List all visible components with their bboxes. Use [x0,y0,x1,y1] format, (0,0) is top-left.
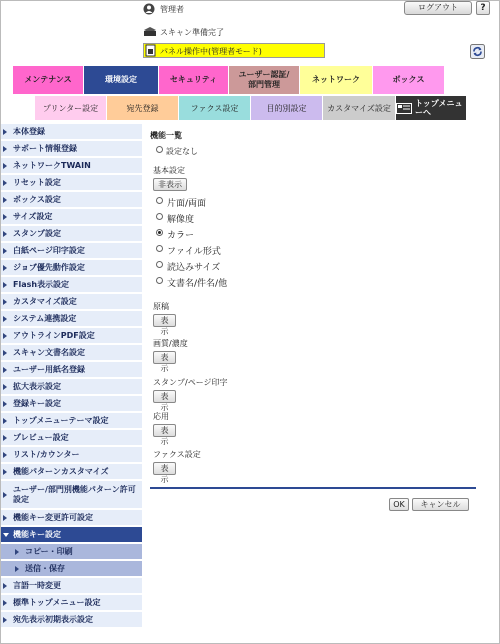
tab-environment[interactable]: 環境設定 [84,66,158,94]
sidebar-item[interactable] [0,578,142,594]
chevron-right-icon [3,248,7,254]
subtab-printer[interactable]: プリンター設定 [35,96,106,120]
chevron-right-icon [3,452,7,458]
chevron-right-icon [3,180,7,186]
sidebar-item-label: 言語一時変更 [13,581,61,590]
sidebar-item-label: ユーザー/部門別機能パターン許可設定 [13,484,136,504]
chevron-right-icon [3,163,7,169]
sidebar-item-label: 宛先表示初期表示設定 [13,615,93,624]
tab-network[interactable]: ネットワーク [300,66,372,94]
radio-none-label: 設定なし [166,147,198,156]
subtab-destination[interactable]: 宛先登録 [107,96,178,120]
logout-button[interactable]: ログアウト [404,1,472,15]
sidebar-item-label: システム連携設定 [13,314,77,323]
chevron-right-icon [3,617,7,623]
sidebar-item[interactable] [0,481,142,509]
basic-option-radio[interactable] [156,213,163,220]
sidebar-item-label: スキャン文書名設定 [13,348,85,357]
sidebar-item-label: リスト/カウンター [13,450,80,459]
chevron-right-icon [3,401,7,407]
sidebar-item[interactable] [0,226,142,242]
basic-option-label: 読込みサイズ [167,263,221,273]
group-show-button[interactable]: 表示 [153,390,176,403]
sidebar-item[interactable] [0,510,142,526]
sidebar-item-label: 送信・保存 [25,564,65,573]
sidebar-item-label: ユーザー用紙名登録 [13,365,85,374]
group-title: 画質/濃度 [153,339,188,348]
sidebar-item-label: 拡大表示設定 [13,382,61,391]
sidebar-item[interactable] [0,192,142,208]
sidebar-item-label: リセット設定 [13,178,61,187]
chevron-right-icon [3,214,7,220]
chevron-right-icon [3,515,7,521]
group-show-button[interactable]: 表示 [153,351,176,364]
tab-box[interactable]: ボックス [373,66,444,94]
sidebar-item[interactable] [0,527,142,543]
sidebar-item[interactable] [0,141,142,157]
sidebar-item-label: 機能キー設定 [13,530,61,539]
sidebar-item[interactable] [0,209,142,225]
sidebar-item[interactable] [0,260,142,276]
sidebar-item[interactable] [0,595,142,611]
subtab-customize[interactable]: カスタマイズ設定 [323,96,395,120]
user-icon [143,3,155,15]
chevron-right-icon [3,367,7,373]
sidebar-item[interactable] [0,464,142,480]
chevron-down-icon [3,533,9,537]
basic-option-label: 片面/両面 [167,199,207,209]
sidebar-item[interactable] [0,277,142,293]
divider [150,487,476,489]
chevron-right-icon [3,384,7,390]
sidebar-item-label: サポート情報登録 [13,144,77,153]
basic-option-label: 解像度 [167,215,195,225]
basic-option-label: カラー [167,231,195,241]
help-button[interactable]: ? [476,1,490,15]
panel-status: パネル操作中(管理者モード) [160,47,262,56]
radio-none[interactable] [156,146,163,153]
sidebar [0,124,142,638]
chevron-right-icon [3,435,7,441]
sidebar-item-label: ジョブ優先動作設定 [13,263,85,272]
chevron-right-icon [3,492,7,498]
menu-icon [396,103,412,114]
chevron-right-icon [3,418,7,424]
sidebar-item-label: カスタマイズ設定 [13,297,77,306]
subtab-top-menu[interactable]: トップメニューへ [396,96,466,120]
user-label: 管理者 [160,5,184,14]
sidebar-item-label: 登録キー設定 [13,399,61,408]
sidebar-item-label: Flash表示設定 [13,280,70,289]
group-show-button[interactable]: 表示 [153,314,176,327]
chevron-right-icon [3,469,7,475]
sidebar-item[interactable] [0,612,142,628]
scanner-icon [143,26,157,37]
chevron-right-icon [3,197,7,203]
sidebar-item-label: ネットワークTWAIN [13,161,91,170]
basic-option-radio[interactable] [156,261,163,268]
sidebar-item[interactable] [0,544,142,560]
refresh-icon[interactable] [470,44,485,59]
scan-status: スキャン準備完了 [160,28,224,37]
sidebar-item-label: プレビュー設定 [13,433,69,442]
cancel-button[interactable]: キャンセル [412,498,469,511]
chevron-right-icon [3,282,7,288]
chevron-right-icon [3,600,7,606]
sidebar-item[interactable] [0,294,142,310]
subtab-fax[interactable]: ファクス設定 [179,96,250,120]
sidebar-item[interactable] [0,447,142,463]
sidebar-item[interactable] [0,362,142,378]
sidebar-item-label: 機能キー変更許可設定 [13,513,93,522]
group-show-button[interactable]: 表示 [153,462,176,475]
chevron-right-icon [3,333,7,339]
tab-maintenance[interactable]: メンテナンス [13,66,83,94]
chevron-right-icon [3,350,7,356]
chevron-right-icon [3,146,7,152]
sidebar-item-label: アウトラインPDF設定 [13,331,95,340]
ok-button[interactable]: OK [389,498,409,511]
sidebar-item[interactable] [0,345,142,361]
section-title: 機能一覧 [150,131,182,140]
group-title: 応用 [153,412,169,421]
sidebar-item[interactable] [0,413,142,429]
group-title: ファクス設定 [153,450,201,459]
basic-option-radio[interactable] [156,245,163,252]
sidebar-item-label: サイズ設定 [13,212,53,221]
sidebar-item[interactable] [0,396,142,412]
sidebar-item[interactable] [0,311,142,327]
sidebar-item-label: 標準トップメニュー設定 [13,598,101,607]
sidebar-item[interactable] [0,243,142,259]
sidebar-item[interactable] [0,430,142,446]
panel-lock-icon [145,44,157,57]
sidebar-item-label: 機能パターンカスタマイズ [13,467,109,476]
group-title: スタンプ/ページ印字 [153,378,228,387]
sidebar-item-label: 白紙ページ印字設定 [13,246,85,255]
sidebar-item-label: 本体登録 [13,127,45,136]
chevron-right-icon [3,129,7,135]
group-title: 原稿 [153,302,169,311]
sidebar-item-label: コピー・印刷 [25,547,73,556]
tab-security[interactable]: セキュリティ [159,66,228,94]
sidebar-item[interactable] [0,175,142,191]
basic-toggle-button[interactable]: 非表示 [153,178,187,191]
tab-user-auth[interactable]: ユーザー認証/部門管理 [229,66,299,94]
chevron-right-icon [3,231,7,237]
basic-option-label: 文書名/件名/他 [167,279,228,289]
sidebar-item-label: トップメニューテーマ設定 [13,416,109,425]
basic-option-radio[interactable] [156,277,163,284]
sidebar-item[interactable] [0,328,142,344]
chevron-right-icon [3,265,7,271]
chevron-right-icon [15,549,19,555]
sidebar-item[interactable] [0,561,142,577]
basic-option-label: ファイル形式 [167,247,221,257]
basic-settings-title: 基本設定 [153,166,185,175]
basic-option-radio[interactable] [156,229,163,236]
sidebar-item-label: スタンプ設定 [13,229,61,238]
sidebar-item[interactable] [0,158,142,174]
basic-option-radio[interactable] [156,197,163,204]
chevron-right-icon [3,316,7,322]
chevron-right-icon [3,583,7,589]
group-show-button[interactable]: 表示 [153,424,176,437]
chevron-right-icon [15,566,19,572]
sidebar-item-label: ボックス設定 [13,195,61,204]
sidebar-item[interactable] [0,124,142,140]
chevron-right-icon [3,299,7,305]
sidebar-item[interactable] [0,379,142,395]
subtab-purpose[interactable]: 目的別設定 [251,96,322,120]
